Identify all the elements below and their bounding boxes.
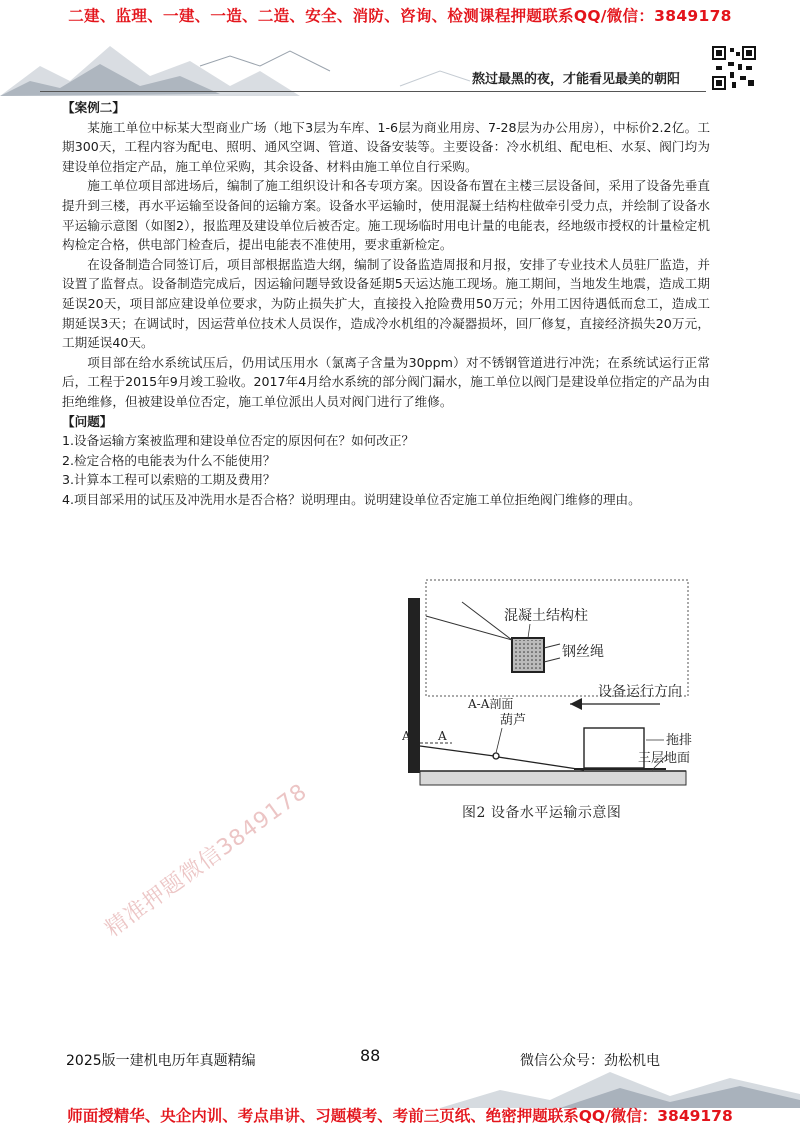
footer-wechat: 微信公众号：劲松机电 (520, 1053, 660, 1069)
mountain-decoration-bottom (440, 1060, 800, 1108)
page-number: 88 (360, 1046, 381, 1065)
document-body (62, 98, 710, 509)
transport-diagram (402, 578, 692, 828)
floor-label: 三层地面 (638, 751, 691, 766)
section-detail-box (426, 580, 688, 696)
bottom-promo-banner: 师面授精华、央企内训、考点串讲、习题模考、考前三页纸、绝密押题联系QQ/微信：3849178 (67, 1107, 733, 1125)
skid-label: 拖排 (666, 733, 692, 748)
question-item: 2.检定合格的电能表为什么不能使用？ (62, 452, 276, 468)
case-paragraph: 在设备制造合同签订后，项目部根据监造大纲，编制了设备监造周报和月报，安排了专业技术人员驻厂监造，并设置了监督点。设备制造完成后，因运输问题导致设备延期5天运达施工现场。施工期间，当地发生地震，造成工期延误20天，项目部应建设单位要求，为防止损失扩大，直接投入抢险费用50万元；外用工因待遇低而怠工，造成工期延误3天；在调试时，因运营单位技术人员误作，造成冷水机组的冷凝器损坏，回厂修复，直接经济损失20万元，工期延误40天。 (62, 256, 710, 351)
case-paragraph: 项目部在给水系统试压后，仍用试压用水（氯离子含量为30ppm）对不锈钢管道进行冲洗；在系统试运行正常后，工程于2015年9月竣工验收。2017年4月给水系统的部分阀门漏水，施工单位以阀门是建设单位指定的产品为由拒绝维修，但被建设单位否定，施工单位派出人员对阀门进行了维修。 (62, 354, 710, 409)
figure-caption: 图2 设备水平运输示意图 (462, 805, 622, 821)
floor-slab (420, 771, 686, 785)
equipment-block (584, 728, 644, 768)
case-paragraph: 施工单位项目部进场后，编制了施工组织设计和各专项方案。因设备布置在主楼三层设备间，采用了设备先垂直提升到三楼，再水平运输至设备间的运输方案。设备水平运输时，使用混凝土结构柱做牵引受力点，并绘制了设备水平运输示意图（如图2），报监理及建设单位后被否定。施工现场临时用电计量的电能表，经地级市授权的计量检定机构检定合格，供电部门检查后，提出电能表不准使用，要求重新检定。 (62, 178, 710, 253)
question-item: 4.项目部采用的试压及冲洗用水是否合格？说明理由。说明建设单位否定施工单位拒绝阀门维修的理由。 (62, 491, 641, 507)
case-paragraph: 某施工单位中标某大型商业广场（地下3层为车库、1-6层为商业用房、7-28层为办公用房），中标价2.2亿。工期300天，工程内容为配电、照明、通风空调、管道、设备安装等。主要设备：冷水机组、配电柜、水泵、阀门均为建设单位指定产品，施工单位采购，其余设备、材料由施工单位自行采购。 (62, 119, 710, 174)
rope-label: 钢丝绳 (562, 644, 604, 660)
hoist-label: 葫芦 (500, 713, 527, 728)
question-item: 1.设备运输方案被监理和建设单位否定的原因何在？如何改正？ (62, 433, 415, 449)
column-label: 混凝土结构柱 (504, 608, 588, 624)
section-label: A-A剖面 (468, 697, 514, 711)
direction-label: 设备运行方向 (598, 684, 682, 700)
top-promo-banner: 二建、监理、一建、一造、二造、安全、消防、咨询、检测课程押题联系QQ/微信：3849178 (68, 7, 732, 25)
header-divider (40, 91, 706, 92)
wire-rope (420, 746, 494, 756)
wall-column (408, 598, 420, 773)
case-title: 【案例二】 (62, 100, 125, 115)
qr-code-icon (712, 46, 756, 90)
question-item: 3.计算本工程可以索赔的工期及费用？ (62, 472, 276, 488)
footer-book-title: 2025版一建机电历年真题精编 (66, 1053, 256, 1069)
a-label-left: A (402, 729, 411, 743)
header-slogan: 熬过最黑的夜，才能看见最美的朝阳 (472, 72, 681, 87)
watermark: 精准押题微信3849178 (100, 779, 313, 943)
mountain-decoration-top (0, 26, 800, 106)
questions-title: 【问题】 (62, 413, 113, 429)
a-label-right: A (438, 729, 447, 743)
